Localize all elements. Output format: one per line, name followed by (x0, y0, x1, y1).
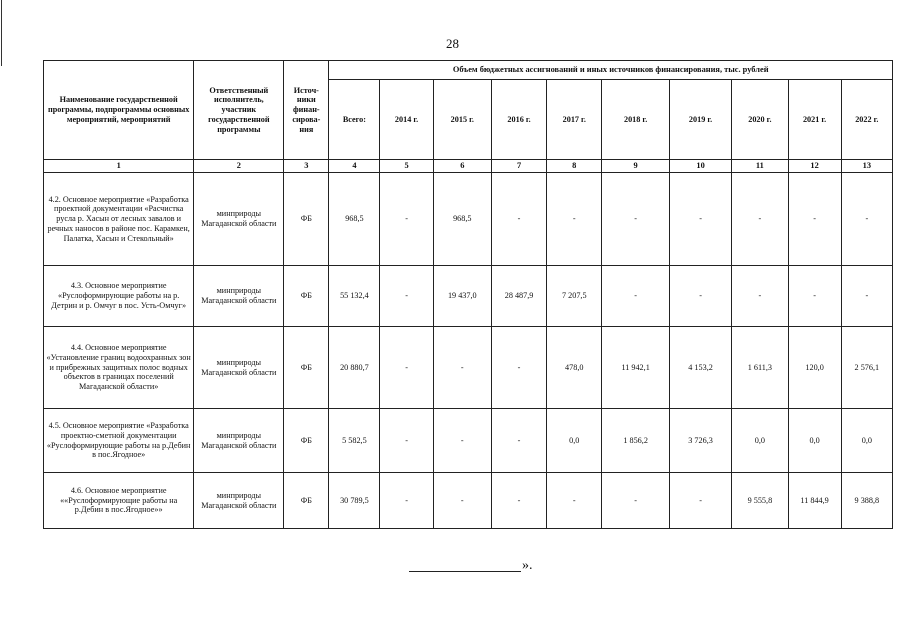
row-value: 4 153,2 (669, 327, 731, 409)
column-number: 11 (732, 160, 788, 173)
row-responsible: минприроды Магаданской области (194, 473, 284, 529)
column-number-row (44, 160, 893, 173)
row-value: - (841, 173, 892, 266)
header-year: 2021 г. (788, 80, 841, 160)
page-number: 28 (446, 36, 459, 51)
row-value: - (602, 473, 670, 529)
row-value: - (602, 173, 670, 266)
row-name: 4.4. Основное мероприятие «Установление границ водоохранных зон и прибрежных защитных полос водных объектов в границах поселений Магаданской области» (44, 327, 194, 409)
row-value: - (491, 473, 546, 529)
row-source: ФБ (284, 409, 329, 473)
row-value: 28 487,9 (491, 266, 546, 327)
row-value: 7 207,5 (547, 266, 602, 327)
row-value: - (669, 473, 731, 529)
column-number: 7 (491, 160, 546, 173)
header-year: 2016 г. (491, 80, 546, 160)
row-value: 0,0 (547, 409, 602, 473)
row-value: - (491, 327, 546, 409)
row-value: 120,0 (788, 327, 841, 409)
header-source: Источ-ники финан-сирова-ния (284, 61, 329, 160)
row-value: 30 789,5 (329, 473, 380, 529)
funding-table (43, 60, 893, 529)
column-number: 2 (194, 160, 284, 173)
row-value: - (788, 173, 841, 266)
row-value: - (380, 409, 433, 473)
page-edge-line (1, 0, 2, 66)
row-value: - (380, 266, 433, 327)
row-value: - (841, 266, 892, 327)
header-year: 2020 г. (732, 80, 788, 160)
row-value: - (433, 409, 491, 473)
row-value: 9 555,8 (732, 473, 788, 529)
row-value: 19 437,0 (433, 266, 491, 327)
header-year: 2022 г. (841, 80, 892, 160)
column-number: 6 (433, 160, 491, 173)
header-responsible: Ответственный исполнитель, участник государственной программы (194, 61, 284, 160)
column-number: 10 (669, 160, 731, 173)
row-source: ФБ (284, 473, 329, 529)
row-value: - (380, 173, 433, 266)
column-number: 3 (284, 160, 329, 173)
row-responsible: минприроды Магаданской области (194, 327, 284, 409)
column-number: 13 (841, 160, 892, 173)
signature-line (409, 571, 521, 572)
row-responsible: минприроды Магаданской области (194, 173, 284, 266)
row-name: 4.6. Основное мероприятие ««Руслоформирующие работы на р.Дебин в пос.Ягодное»» (44, 473, 194, 529)
row-value: - (433, 473, 491, 529)
row-value: - (732, 266, 788, 327)
header-name: Наименование государственной программы, подпрограммы основных мероприятий, мероприятий (44, 61, 194, 160)
row-value: - (547, 473, 602, 529)
row-name: 4.2. Основное мероприятие «Разработка проектной документации «Расчистка русла р. Хасын от лесных завалов и речных наносов в районе пос. Карамкен, Палатка, Хасын и Стекольный» (44, 173, 194, 266)
column-number: 8 (547, 160, 602, 173)
header-year: 2017 г. (547, 80, 602, 160)
row-value: - (669, 173, 731, 266)
table-row (44, 409, 893, 473)
row-value: 0,0 (788, 409, 841, 473)
row-value: - (669, 266, 731, 327)
row-value: 55 132,4 (329, 266, 380, 327)
row-value: - (732, 173, 788, 266)
table-row (44, 173, 893, 266)
closing-mark: ». (522, 558, 533, 573)
row-value: 478,0 (547, 327, 602, 409)
row-value: 968,5 (329, 173, 380, 266)
row-value: 0,0 (732, 409, 788, 473)
row-value: 968,5 (433, 173, 491, 266)
row-value: 1 611,3 (732, 327, 788, 409)
row-value: - (433, 327, 491, 409)
row-responsible: минприроды Магаданской области (194, 266, 284, 327)
row-value: - (380, 327, 433, 409)
row-responsible: минприроды Магаданской области (194, 409, 284, 473)
header-year: Всего: (329, 80, 380, 160)
row-source: ФБ (284, 266, 329, 327)
row-name: 4.5. Основное мероприятие «Разработка проектно-сметной документации «Руслоформирующие работы на р.Дебин в пос.Ягодное» (44, 409, 194, 473)
row-value: 3 726,3 (669, 409, 731, 473)
row-value: 9 388,8 (841, 473, 892, 529)
row-value: 20 880,7 (329, 327, 380, 409)
row-value: 1 856,2 (602, 409, 670, 473)
table-row (44, 473, 893, 529)
row-value: 11 844,9 (788, 473, 841, 529)
row-value: 2 576,1 (841, 327, 892, 409)
column-number: 4 (329, 160, 380, 173)
header-year: 2014 г. (380, 80, 433, 160)
row-value: 0,0 (841, 409, 892, 473)
table-row (44, 327, 893, 409)
column-number: 1 (44, 160, 194, 173)
row-value: - (602, 266, 670, 327)
column-number: 12 (788, 160, 841, 173)
row-value: - (380, 473, 433, 529)
row-value: - (491, 173, 546, 266)
row-value: - (547, 173, 602, 266)
row-value: - (491, 409, 546, 473)
header-year: 2019 г. (669, 80, 731, 160)
row-source: ФБ (284, 327, 329, 409)
row-value: 11 942,1 (602, 327, 670, 409)
row-value: 5 582,5 (329, 409, 380, 473)
header-year: 2015 г. (433, 80, 491, 160)
row-name: 4.3. Основное мероприятие «Руслоформирующие работы на р. Детрин и р. Омчуг в пос. Усть-Омчуг» (44, 266, 194, 327)
table-row (44, 266, 893, 327)
column-number: 9 (602, 160, 670, 173)
column-number: 5 (380, 160, 433, 173)
header-year: 2018 г. (602, 80, 670, 160)
header-funding-title: Объем бюджетных ассигнований и иных источников финансирования, тыс. рублей (329, 61, 893, 80)
row-source: ФБ (284, 173, 329, 266)
row-value: - (788, 266, 841, 327)
